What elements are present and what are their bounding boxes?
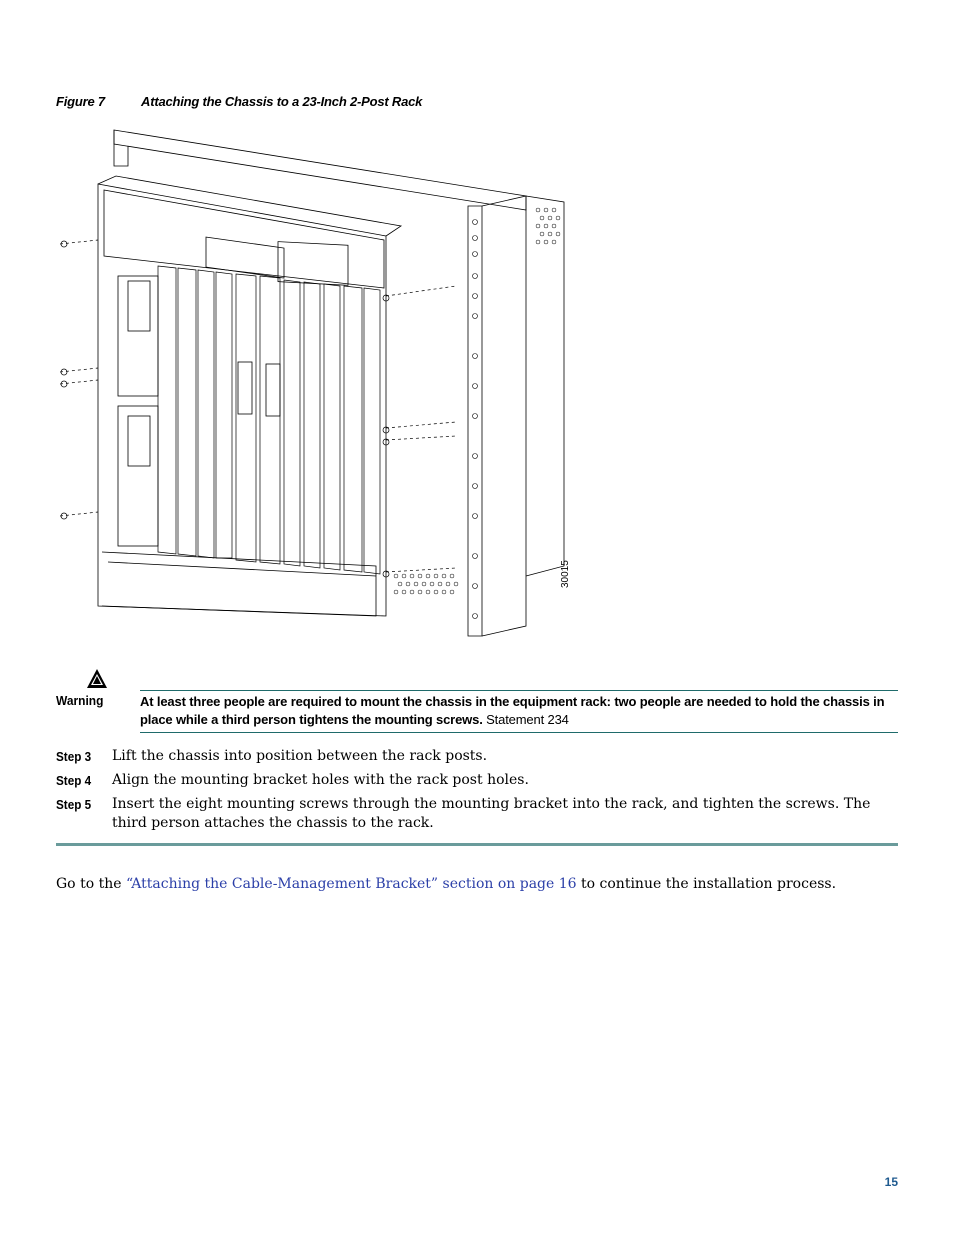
figure-title: Attaching the Chassis to a 23-Inch 2-Post Rack	[141, 94, 423, 109]
warning-rule-top	[140, 690, 898, 691]
cable-bracket-section-link[interactable]: “Attaching the Cable-Management Bracket” section on page 16	[125, 876, 577, 892]
step-3-text: Lift the chassis into position between the rack posts.	[112, 748, 488, 764]
warning-rule-bottom	[140, 732, 898, 733]
rack-chassis-illustration	[56, 126, 586, 642]
warning-text	[140, 693, 900, 729]
figure-caption	[56, 94, 422, 109]
page-number: 15	[884, 1175, 898, 1189]
warning-label: Warning	[56, 693, 104, 708]
figure-image-id: 30015	[560, 560, 571, 588]
warning-bold-text: At least three people are required to mount the chassis in the equipment rack: two people are needed to hold the chassis in place while a third person tightens the mounting screws.	[140, 694, 885, 727]
section-separator	[56, 843, 898, 846]
step-3-label: Step 3	[56, 749, 92, 764]
step-5-label: Step 5	[56, 797, 92, 812]
step-5-text: Insert the eight mounting screws through the mounting bracket into the rack, and tighten the screws. The third person attaches the chassis to the rack.	[112, 796, 871, 831]
warning-statement: Statement 234	[486, 712, 569, 727]
step-4-label: Step 4	[56, 773, 92, 788]
goto-suffix: to continue the installation process.	[576, 876, 837, 892]
warning-triangle-icon	[86, 668, 108, 690]
figure-number: Figure 7	[56, 94, 105, 109]
goto-prefix: Go to the	[56, 876, 126, 892]
step-4-text: Align the mounting bracket holes with the rack post holes.	[112, 772, 529, 788]
goto-paragraph	[56, 876, 836, 892]
